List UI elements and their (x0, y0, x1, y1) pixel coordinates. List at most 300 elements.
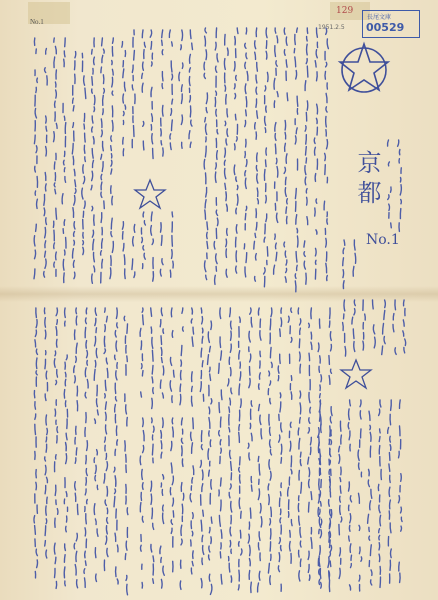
ink-stroke (46, 519, 47, 524)
ink-stroke (226, 139, 227, 145)
ink-stroke (63, 259, 64, 270)
ink-stroke (115, 397, 116, 401)
ink-stroke (401, 474, 402, 482)
ink-stroke (382, 346, 383, 355)
ink-stroke (311, 308, 312, 319)
ink-stroke (259, 384, 260, 390)
ink-stroke (85, 88, 86, 99)
ink-stroke (125, 269, 126, 279)
ink-stroke (240, 372, 241, 381)
ink-stroke (55, 557, 56, 564)
ink-stroke (370, 501, 371, 510)
ink-stroke (92, 160, 93, 167)
ink-stroke (74, 366, 75, 373)
ink-stroke (162, 40, 163, 45)
ink-stroke (264, 237, 265, 242)
ink-stroke (141, 392, 142, 397)
ink-stroke (316, 28, 317, 37)
ink-stroke (270, 381, 271, 385)
ink-stroke (46, 415, 47, 425)
ink-stroke (390, 436, 391, 442)
ink-stroke (326, 263, 327, 273)
ink-stroke (116, 371, 117, 380)
ink-stroke (220, 417, 221, 427)
ink-stroke (202, 328, 203, 333)
ink-stroke (371, 580, 372, 585)
ink-stroke (304, 252, 305, 257)
ink-stroke (359, 575, 360, 581)
ink-stroke (152, 444, 153, 455)
ink-stroke (152, 366, 153, 375)
ink-stroke (246, 253, 247, 263)
ink-stroke (296, 252, 297, 263)
ink-stroke (193, 418, 194, 429)
ink-stroke (104, 89, 105, 94)
ink-stroke (299, 550, 300, 557)
ink-stroke (211, 399, 212, 404)
ink-stroke (279, 538, 280, 544)
ink-stroke (330, 552, 331, 556)
ink-stroke (304, 261, 305, 269)
ink-stroke (251, 582, 252, 592)
ink-stroke (162, 106, 163, 117)
ink-stroke (350, 585, 351, 590)
ink-stroke (320, 356, 321, 363)
ink-stroke (270, 450, 271, 455)
ink-stroke (321, 519, 322, 526)
ink-stroke (56, 380, 57, 384)
ink-stroke (267, 247, 268, 256)
ink-stroke (151, 545, 152, 553)
ink-stroke (328, 557, 329, 568)
ink-stroke (340, 496, 341, 502)
ink-stroke (307, 66, 308, 77)
ink-stroke (307, 101, 308, 110)
ink-stroke (160, 269, 161, 276)
ink-stroke (123, 244, 124, 252)
ink-stroke (209, 527, 210, 532)
ink-stroke (45, 359, 46, 368)
ink-stroke (153, 556, 154, 562)
ink-stroke (102, 239, 103, 248)
ink-stroke (205, 200, 206, 208)
ink-stroke (151, 62, 152, 66)
ink-stroke (170, 143, 171, 150)
ink-stroke (171, 61, 172, 72)
ink-stroke (163, 329, 164, 333)
ink-stroke (348, 423, 349, 429)
ink-stroke (327, 140, 328, 149)
ink-stroke (363, 341, 364, 350)
ink-stroke (258, 308, 259, 315)
ink-stroke (234, 84, 235, 89)
ink-stroke (66, 526, 67, 532)
ink-stroke (45, 241, 46, 248)
ink-stroke (72, 144, 73, 154)
ink-stroke (117, 323, 118, 328)
ink-stroke (94, 458, 95, 463)
ink-stroke (174, 370, 175, 377)
masthead-title: 京都 (353, 150, 381, 210)
ink-stroke (83, 176, 84, 183)
ink-stroke (144, 221, 145, 225)
ink-stroke (207, 242, 208, 249)
ink-stroke (281, 423, 282, 432)
ink-stroke (296, 128, 297, 134)
ink-stroke (55, 569, 56, 578)
ink-stroke (320, 568, 321, 578)
ink-stroke (127, 508, 128, 515)
ink-stroke (77, 580, 78, 588)
ink-stroke (172, 42, 173, 46)
ink-stroke (310, 437, 311, 445)
ink-stroke (112, 77, 113, 87)
ink-stroke (46, 147, 47, 157)
ink-stroke (360, 411, 361, 419)
ink-stroke (280, 393, 281, 398)
ink-stroke (308, 551, 309, 559)
ink-stroke (115, 331, 116, 337)
star-emblem (340, 44, 388, 92)
ink-stroke (45, 457, 46, 461)
ink-stroke (150, 30, 151, 37)
ink-stroke (286, 60, 287, 67)
ink-stroke (95, 318, 96, 325)
issue-number: No.1 (366, 232, 400, 248)
ink-stroke (181, 45, 182, 50)
ink-stroke (307, 44, 308, 55)
ink-stroke (270, 427, 271, 435)
ink-stroke (380, 515, 381, 526)
ink-stroke (95, 419, 96, 423)
ink-stroke (255, 52, 256, 59)
ink-stroke (285, 188, 286, 197)
ink-stroke (193, 327, 194, 334)
ink-stroke (215, 42, 216, 50)
ink-stroke (266, 195, 267, 203)
ink-stroke (190, 54, 191, 63)
ink-stroke (75, 376, 76, 383)
ink-stroke (278, 376, 279, 381)
ink-stroke (64, 59, 65, 66)
ink-stroke (255, 41, 256, 49)
ink-stroke (205, 28, 206, 33)
ink-stroke (349, 482, 350, 491)
ink-stroke (103, 49, 104, 53)
ink-stroke (45, 318, 46, 328)
ink-stroke (162, 358, 163, 363)
ink-stroke (142, 469, 143, 479)
ink-stroke (259, 404, 260, 410)
ink-stroke (343, 258, 344, 266)
ink-stroke (256, 99, 257, 107)
ink-stroke (105, 437, 106, 442)
ink-stroke (219, 403, 220, 413)
ink-stroke (202, 535, 203, 541)
ink-stroke (300, 528, 301, 538)
ink-stroke (265, 128, 266, 133)
ink-stroke (350, 514, 351, 523)
ink-stroke (226, 95, 227, 105)
ink-stroke (94, 96, 95, 105)
ink-stroke (295, 136, 296, 144)
ink-stroke (57, 370, 58, 378)
ink-stroke (228, 379, 229, 386)
ink-stroke (172, 74, 173, 80)
ink-stroke (277, 36, 278, 43)
ink-stroke (379, 505, 380, 513)
ink-stroke (76, 343, 77, 353)
ink-stroke (105, 500, 106, 505)
ink-stroke (152, 337, 153, 348)
ink-stroke (351, 555, 352, 560)
ink-stroke (281, 458, 282, 464)
ink-stroke (216, 91, 217, 95)
ink-stroke (255, 123, 256, 129)
ink-stroke (350, 496, 351, 502)
ink-stroke (143, 212, 144, 217)
ink-stroke (35, 250, 36, 259)
ink-stroke (141, 545, 142, 551)
ink-stroke (236, 76, 237, 81)
ink-stroke (87, 441, 88, 451)
ink-stroke (85, 133, 86, 142)
ink-stroke (55, 351, 56, 356)
ink-stroke (36, 87, 37, 92)
ink-stroke (124, 255, 125, 265)
ink-stroke (229, 492, 230, 498)
ink-stroke (327, 276, 328, 281)
ink-stroke (142, 516, 143, 522)
ink-stroke (192, 478, 193, 483)
ink-stroke (106, 536, 107, 544)
ink-stroke (87, 500, 88, 504)
ink-stroke (380, 577, 381, 587)
ink-stroke (45, 259, 46, 268)
ink-stroke (107, 368, 108, 377)
ink-stroke (57, 427, 58, 433)
ink-stroke (330, 510, 331, 516)
ink-stroke (373, 325, 374, 334)
ink-stroke (270, 398, 271, 403)
ink-stroke (320, 394, 321, 398)
ink-stroke (101, 251, 102, 255)
ink-stroke (239, 542, 240, 547)
ink-stroke (172, 99, 173, 104)
ink-stroke (64, 273, 65, 283)
ink-stroke (140, 456, 141, 465)
ink-stroke (316, 118, 317, 123)
ink-stroke (122, 222, 123, 230)
ink-stroke (306, 135, 307, 144)
ink-stroke (295, 34, 296, 44)
archive-number: 129 (336, 6, 354, 16)
ink-stroke (95, 308, 96, 315)
ink-stroke (35, 424, 36, 434)
ink-stroke (404, 300, 405, 306)
ink-stroke (236, 208, 237, 214)
ink-stroke (403, 320, 404, 326)
ink-stroke (64, 51, 65, 57)
ink-stroke (151, 212, 152, 221)
ink-stroke (230, 368, 231, 376)
ink-stroke (231, 576, 232, 582)
ink-stroke (207, 232, 208, 238)
ink-stroke (192, 308, 193, 314)
ink-stroke (161, 236, 162, 246)
ink-stroke (101, 119, 102, 128)
ink-stroke (173, 427, 174, 437)
ink-stroke (250, 308, 251, 314)
ink-stroke (202, 317, 203, 324)
ink-stroke (95, 548, 96, 558)
ink-stroke (330, 561, 331, 566)
ink-stroke (319, 579, 320, 584)
ink-stroke (34, 516, 35, 523)
ink-stroke (191, 568, 192, 574)
ink-stroke (209, 367, 210, 372)
ink-stroke (151, 87, 152, 96)
ink-stroke (361, 557, 362, 561)
ink-stroke (182, 30, 183, 41)
ink-stroke (229, 563, 230, 572)
ink-stroke (97, 485, 98, 489)
ink-stroke (398, 140, 399, 146)
ink-stroke (111, 232, 112, 237)
ink-stroke (127, 584, 128, 595)
ink-stroke (224, 59, 225, 70)
ink-stroke (162, 490, 163, 496)
ink-stroke (245, 178, 246, 188)
ink-stroke (266, 148, 267, 155)
ink-stroke (314, 138, 315, 144)
ink-stroke (400, 185, 401, 195)
ink-stroke (373, 300, 374, 309)
ink-stroke (65, 123, 66, 134)
ink-stroke (84, 569, 85, 574)
ink-stroke (324, 201, 325, 210)
ink-stroke (300, 319, 301, 325)
ink-stroke (245, 267, 246, 277)
ink-stroke (74, 232, 75, 237)
ink-stroke (152, 377, 153, 383)
ink-stroke (280, 492, 281, 496)
ink-stroke (76, 356, 77, 362)
ink-stroke (143, 122, 144, 127)
date-note: 1951.2.5 (318, 24, 345, 31)
ink-stroke (85, 157, 86, 162)
ink-stroke (221, 530, 222, 539)
ink-stroke (259, 571, 260, 580)
ink-stroke (201, 579, 202, 588)
ink-stroke (355, 253, 356, 263)
ink-stroke (76, 448, 77, 455)
ink-stroke (250, 508, 251, 518)
ink-stroke (231, 502, 232, 513)
ink-stroke (95, 476, 96, 481)
ink-stroke (245, 120, 246, 126)
ink-stroke (277, 167, 278, 178)
ink-stroke (173, 261, 174, 268)
ink-stroke (349, 536, 350, 541)
ink-stroke (189, 131, 190, 139)
ink-stroke (309, 323, 310, 327)
ink-stroke (254, 241, 255, 249)
ink-stroke (84, 201, 85, 208)
ink-stroke (94, 57, 95, 65)
ink-stroke (290, 441, 291, 451)
ink-stroke (249, 571, 250, 580)
ink-stroke (55, 46, 56, 53)
ink-stroke (73, 106, 74, 111)
ink-stroke (171, 528, 172, 533)
ink-stroke (237, 28, 238, 34)
ink-stroke (64, 168, 65, 172)
ink-stroke (163, 566, 164, 575)
ink-stroke (294, 49, 295, 53)
ink-stroke (117, 545, 118, 552)
ink-stroke (258, 456, 259, 461)
ink-stroke (85, 368, 86, 377)
ink-stroke (106, 425, 107, 434)
ink-stroke (248, 534, 249, 543)
ink-stroke (180, 581, 181, 589)
ink-stroke (270, 471, 271, 480)
ink-stroke (391, 187, 392, 192)
ink-stroke (256, 87, 257, 94)
ink-stroke (214, 242, 215, 250)
ink-stroke (170, 134, 171, 139)
ink-stroke (368, 514, 369, 523)
ink-stroke (320, 491, 321, 497)
ink-stroke (221, 448, 222, 453)
ink-stroke (286, 207, 287, 213)
ink-stroke (55, 485, 56, 495)
ink-stroke (182, 459, 183, 467)
ink-stroke (173, 511, 174, 517)
ink-stroke (65, 379, 66, 386)
ink-stroke (54, 359, 55, 368)
ink-stroke (76, 316, 77, 325)
ink-stroke (203, 510, 204, 516)
ink-stroke (280, 402, 281, 412)
ink-stroke (75, 482, 76, 490)
ink-stroke (152, 508, 153, 519)
ink-stroke (239, 351, 240, 359)
ink-stroke (181, 438, 182, 443)
ink-stroke (76, 533, 77, 541)
ink-stroke (64, 567, 65, 578)
ink-stroke (181, 539, 182, 545)
ink-stroke (249, 331, 250, 342)
ink-stroke (305, 81, 306, 91)
ink-stroke (329, 500, 330, 507)
ink-stroke (160, 320, 161, 327)
ink-stroke (86, 308, 87, 314)
ink-stroke (94, 504, 95, 515)
ink-stroke (101, 174, 102, 179)
ink-stroke (329, 321, 330, 327)
ink-stroke (288, 487, 289, 496)
ink-stroke (56, 327, 57, 336)
ink-stroke (143, 446, 144, 453)
ink-stroke (354, 342, 355, 352)
ink-stroke (181, 115, 182, 125)
ink-stroke (152, 350, 153, 361)
ink-stroke (152, 239, 153, 245)
ink-stroke (245, 213, 246, 219)
ink-stroke (111, 169, 112, 174)
